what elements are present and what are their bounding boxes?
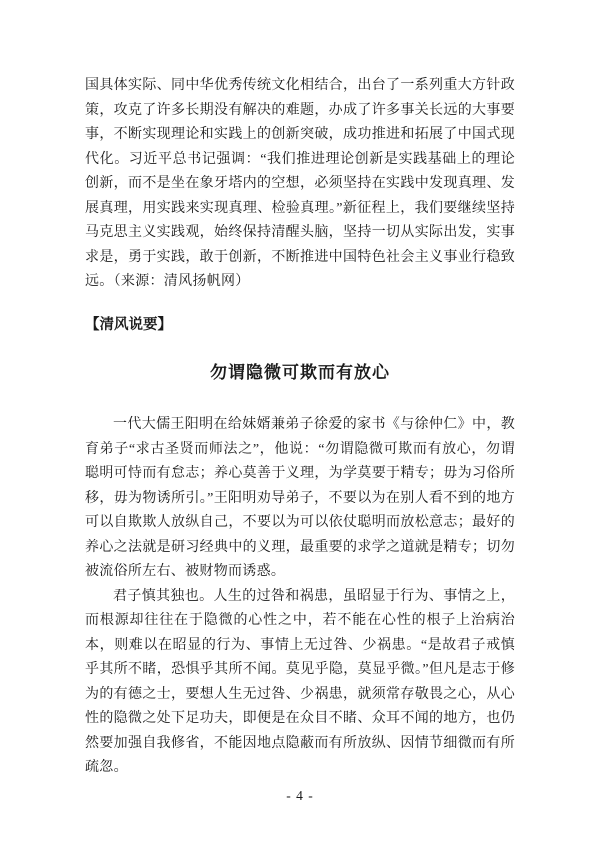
article-title: 勿谓隐微可欺而有放心 [210, 363, 390, 382]
paragraph-continuation: 国具体实际、同中华优秀传统文化相结合，出台了一系列重大方针政策，攻克了许多长期没有解决的难题，办成了许多事关长远的大事要事，不断实现理论和实践上的创新突破，成功推进和拓展了中国式现代化。习近平总书记强调：“我们推进理论创新是实践基础上的理论创新，而不是坐在象牙塔内的空想，必须坚持在实践中发现真理、发展真理，用实践来实现真理、检验真理。”新征程上，我们要继续坚持马克思主义实践观，始终保持清醒头脑，坚持一切从实际出发，实事求是，勇于实践，敢于创新，不断推进中国特色社会主义事业行稳致远。（来源：清风扬帆网） [85, 78, 515, 289]
paragraph-junzi-shendu: 君子慎其独也。人生的过咎和祸患，虽昭显于行为、事情之上，而根源却往往在于隐微的心性之中，若不能在心性的根子上治病治本，则难以在昭显的行为、事情上无过咎、少祸患。“是故君子戒慎乎其所不睹，恐惧乎其所不闻。莫见乎隐，莫显乎微。”但凡是志于修为的有德之士，要想人生无过咎、少祸患，就须常存敬畏之心，从心性的隐微之处下足功夫，即便是在众目不睹、众耳不闻的地方，也仍然要加强自我修省，不能因地点隐蔽而有所放纵、因情节细微而有所疏忽。 [85, 588, 515, 775]
document-content [85, 74, 515, 781]
section-header: 【清风说要】 [85, 316, 172, 333]
paragraph-wang-yangming-letter: 一代大儒王阳明在给妹婿兼弟子徐爱的家书《与徐仲仁》中，教育弟子“求古圣贤而师法之”，他说：“勿谓隐微可欺而有放心，勿谓聪明可恃而有怠志；养心莫善于义理，为学莫要于精专；毋为习俗所移，毋为物诱所引。”王阳明劝导弟子，不要以为在别人看不到的地方可以自欺欺人放纵自己，不要以为可以依仗聪明而放松意志；最好的养心之法就是研习经典中的义理，最重要的求学之道就是精专；切勿被流俗所左右、被财物而诱惑。 [85, 417, 515, 579]
page-number: - 4 - [286, 788, 314, 803]
